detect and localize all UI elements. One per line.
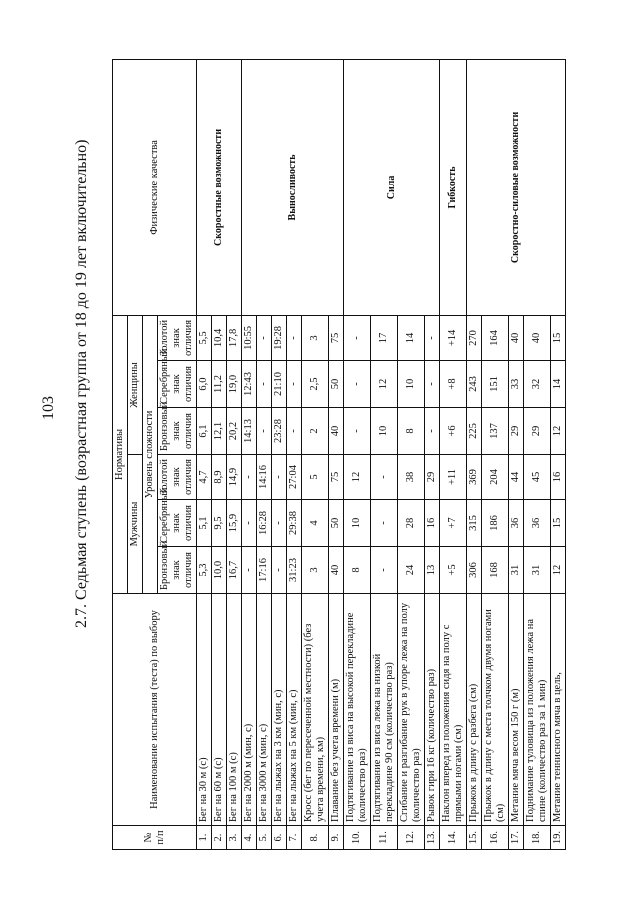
row-number: 17. (509, 826, 524, 850)
test-name: Прыжок в длину с места толчком двумя ногами (см) (482, 594, 509, 826)
norm-value-mb: 306 (467, 547, 482, 594)
norm-value-wg: 75 (329, 315, 344, 360)
row-number: 19. (551, 826, 566, 850)
header-women: Женщины (128, 315, 143, 454)
norm-value-mg: 14:16 (257, 455, 272, 500)
row-number: 8. (302, 826, 329, 850)
norm-value-ms: 36 (524, 500, 551, 547)
header-men: Мужчины (128, 455, 143, 594)
row-number: 13. (425, 826, 440, 850)
norm-value-wb: +6 (440, 408, 467, 455)
quality-strength: Сила (344, 59, 440, 315)
test-name: Рывок гири 16 кг (количество раз) (425, 594, 440, 826)
norm-value-ms: - (272, 500, 287, 547)
norm-value-wb: 29 (524, 408, 551, 455)
norm-value-wb: 40 (329, 408, 344, 455)
norm-value-ms: +7 (440, 500, 467, 547)
table-row (467, 59, 482, 849)
norm-value-ms: 50 (329, 500, 344, 547)
test-name: Метание теннисного мяча в цель, (551, 594, 566, 826)
norm-value-ws: 2,5 (302, 361, 329, 408)
norm-value-ws: +8 (440, 361, 467, 408)
norm-value-mg: 4,7 (197, 455, 212, 500)
norm-value-ws: - (287, 361, 302, 408)
norm-value-mb: +5 (440, 547, 467, 594)
table-container (112, 60, 632, 850)
norm-value-mg: - (242, 455, 257, 500)
test-name: Бег на лыжах на 3 км (мин, с) (272, 594, 287, 826)
row-number: 16. (482, 826, 509, 850)
row-number: 1. (197, 826, 212, 850)
norm-value-ws: 6,0 (197, 361, 212, 408)
norm-value-wb: 137 (482, 408, 509, 455)
norm-value-mg: 8,9 (212, 455, 227, 500)
row-number: 11. (371, 826, 398, 850)
norm-value-mg: 369 (467, 455, 482, 500)
norm-value-mb: 8 (344, 547, 371, 594)
norm-value-wb: 23:28 (272, 408, 287, 455)
norm-value-wg: 19:28 (272, 315, 287, 360)
norm-value-mg: 29 (425, 455, 440, 500)
norm-value-ws: 19,0 (227, 361, 242, 408)
norm-value-wg: 17 (371, 315, 398, 360)
test-name: Бег на 2000 м (мин, с) (242, 594, 257, 826)
norm-value-wb: 2 (302, 408, 329, 455)
test-name: Подтягивание из виса лежа на низкой перекладине 90 см (количество раз) (371, 594, 398, 826)
norm-value-wb: 14:13 (242, 408, 257, 455)
norm-value-ms: 29:38 (287, 500, 302, 547)
norm-value-wg: 164 (482, 315, 509, 360)
norm-value-wb: 12 (551, 408, 566, 455)
norm-value-ws: - (425, 361, 440, 408)
header-quality: Физические качества (113, 59, 197, 315)
norm-value-mb: 40 (329, 547, 344, 594)
norm-value-ws: 50 (329, 361, 344, 408)
row-number: 3. (227, 826, 242, 850)
norm-value-ms: - (371, 500, 398, 547)
norm-value-ws: 11,2 (212, 361, 227, 408)
norm-value-ms: 10 (344, 500, 371, 547)
row-number: 7. (287, 826, 302, 850)
norm-value-ms: - (242, 500, 257, 547)
header-name: Наименование испытания (теста) по выбору (113, 594, 197, 826)
norm-value-mg: - (371, 455, 398, 500)
norm-value-wb: 12,1 (212, 408, 227, 455)
test-name: Сгибание и разгибание рук в упоре лежа на полу (количество раз) (398, 594, 425, 826)
test-name: Бег на лыжах на 5 км (мин, с) (287, 594, 302, 826)
norm-value-mg: 12 (344, 455, 371, 500)
norm-value-ws: - (344, 361, 371, 408)
header-women-bronze: Бронзовый знак отличия (158, 408, 197, 455)
row-number: 6. (272, 826, 287, 850)
norms-table (112, 59, 566, 850)
norm-value-ms: 186 (482, 500, 509, 547)
norm-value-mb: 24 (398, 547, 425, 594)
header-men-silver: Серебряный знак отличия (158, 500, 197, 547)
norm-value-wb: - (257, 408, 272, 455)
norm-value-wb: 20,2 (227, 408, 242, 455)
norm-value-wg: 3 (302, 315, 329, 360)
norm-value-wg: 10:55 (242, 315, 257, 360)
norm-value-wg: 17,8 (227, 315, 242, 360)
norm-value-wb: 225 (467, 408, 482, 455)
norm-value-mb: 31 (509, 547, 524, 594)
norm-value-wg: - (425, 315, 440, 360)
row-number: 9. (329, 826, 344, 850)
test-name: Наклон вперед из положения сидя на полу с прямыми ногами (см) (440, 594, 467, 826)
norm-value-ws: 243 (467, 361, 482, 408)
test-name: Метание мяча весом 150 г (м) (509, 594, 524, 826)
norm-value-ms: 15,9 (227, 500, 242, 547)
row-number: 12. (398, 826, 425, 850)
test-name: Кросс (бег по пересеченной местности) (без учета времени, км) (302, 594, 329, 826)
norm-value-wb: - (344, 408, 371, 455)
norm-value-mb: 10,0 (212, 547, 227, 594)
test-name: Поднимание туловища из положения лежа на спине (количество раз за 1 мин) (524, 594, 551, 826)
header-norms: Нормативы (113, 315, 128, 593)
norm-value-ws: 151 (482, 361, 509, 408)
norm-value-mb: 31:23 (287, 547, 302, 594)
norm-value-ms: 9,5 (212, 500, 227, 547)
header-women-gold: Золотой знак отличия (158, 315, 197, 360)
norm-value-wb: 8 (398, 408, 425, 455)
norm-value-mg: 27:04 (287, 455, 302, 500)
norm-value-mb: - (272, 547, 287, 594)
row-number: 2. (212, 826, 227, 850)
norm-value-ws: 32 (524, 361, 551, 408)
norm-value-ws: 12 (371, 361, 398, 408)
norm-value-wg: 40 (509, 315, 524, 360)
norm-value-mg: 38 (398, 455, 425, 500)
test-name: Бег на 30 м (с) (197, 594, 212, 826)
norm-value-mb: 168 (482, 547, 509, 594)
test-name: Прыжок в длину с разбега (см) (467, 594, 482, 826)
norm-value-wb: - (425, 408, 440, 455)
table-row (242, 59, 257, 849)
norm-value-mb: 31 (524, 547, 551, 594)
section-heading: 2.7. Седьмая ступень (возрастная группа от 18 до 19 лет включительно) (73, 139, 90, 628)
table-row (344, 59, 371, 849)
norm-value-mb: 13 (425, 547, 440, 594)
norm-value-ws: - (257, 361, 272, 408)
test-name: Подтягивание из виса на высокой перекладине (количество раз) (344, 594, 371, 826)
norm-value-ms: 15 (551, 500, 566, 547)
norm-value-wb: 6,1 (197, 408, 212, 455)
norm-value-wg: - (257, 315, 272, 360)
header-women-silver: Серебряный знак отличия (158, 361, 197, 408)
header-num: № п/п (113, 826, 197, 850)
norm-value-mg: 45 (524, 455, 551, 500)
row-number: 14. (440, 826, 467, 850)
test-name: Бег на 100 м (с) (227, 594, 242, 826)
norm-value-mb: 3 (302, 547, 329, 594)
table-body (197, 59, 566, 849)
norm-value-ms: 28 (398, 500, 425, 547)
norm-value-mg: 204 (482, 455, 509, 500)
test-name: Бег на 60 м (с) (212, 594, 227, 826)
norm-value-mb: - (371, 547, 398, 594)
norm-value-mb: 17:16 (257, 547, 272, 594)
row-number: 10. (344, 826, 371, 850)
norm-value-mb: - (242, 547, 257, 594)
norm-value-mg: +11 (440, 455, 467, 500)
norm-value-ms: 5,1 (197, 500, 212, 547)
norm-value-wg: - (287, 315, 302, 360)
norm-value-mg: - (272, 455, 287, 500)
norm-value-ms: 315 (467, 500, 482, 547)
norm-value-ws: 10 (398, 361, 425, 408)
row-number: 4. (242, 826, 257, 850)
header-men-bronze: Бронзовый знак отличия (158, 547, 197, 594)
norm-value-ms: 16 (425, 500, 440, 547)
norm-value-mb: 16,7 (227, 547, 242, 594)
row-number: 15. (467, 826, 482, 850)
norm-value-wg: 15 (551, 315, 566, 360)
norm-value-mg: 14,9 (227, 455, 242, 500)
norm-value-wg: 270 (467, 315, 482, 360)
norm-value-wg: - (344, 315, 371, 360)
norm-value-wg: 14 (398, 315, 425, 360)
quality-speed: Скоростные возможности (197, 59, 242, 315)
norm-value-ws: 14 (551, 361, 566, 408)
norm-value-wb: 29 (509, 408, 524, 455)
norm-value-mb: 12 (551, 547, 566, 594)
norm-value-wb: - (287, 408, 302, 455)
norm-value-ws: 21:10 (272, 361, 287, 408)
quality-endurance: Выносливость (242, 59, 344, 315)
norm-value-ws: 12:43 (242, 361, 257, 408)
norm-value-wb: 10 (371, 408, 398, 455)
page-number: 103 (40, 396, 57, 420)
table-row (197, 59, 212, 849)
quality-speed_strength: Скоростно-силовые возможности (467, 59, 566, 315)
norm-value-mg: 5 (302, 455, 329, 500)
table-row (440, 59, 467, 849)
norm-value-ms: 16:28 (257, 500, 272, 547)
header-men-gold: Золотой знак отличия (158, 455, 197, 500)
quality-flexibility: Гибкость (440, 59, 467, 315)
header-level: Уровень сложности (143, 315, 158, 593)
row-number: 5. (257, 826, 272, 850)
row-number: 18. (524, 826, 551, 850)
norm-value-mb: 5,3 (197, 547, 212, 594)
test-name: Бег на 3000 м (мин, с) (257, 594, 272, 826)
norm-value-wg: 40 (524, 315, 551, 360)
test-name: Плавание без учета времени (м) (329, 594, 344, 826)
norm-value-mg: 44 (509, 455, 524, 500)
norm-value-ms: 4 (302, 500, 329, 547)
norm-value-mg: 16 (551, 455, 566, 500)
norm-value-ms: 36 (509, 500, 524, 547)
norm-value-ws: 33 (509, 361, 524, 408)
norm-value-wg: +14 (440, 315, 467, 360)
norm-value-wg: 10,4 (212, 315, 227, 360)
norm-value-mg: 75 (329, 455, 344, 500)
norm-value-wg: 5,5 (197, 315, 212, 360)
